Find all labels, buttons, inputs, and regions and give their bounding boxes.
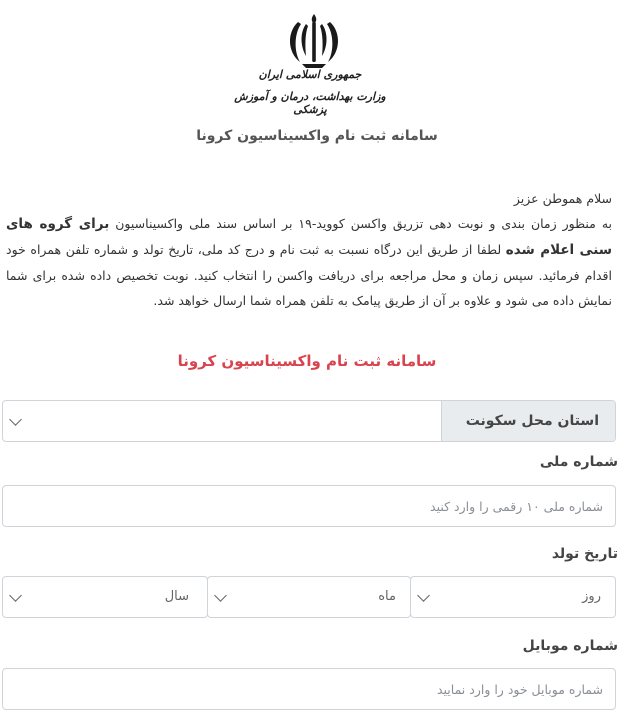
header bbox=[0, 0, 634, 160]
chevron-down-icon bbox=[214, 589, 227, 602]
intro-text-part1: به منظور زمان بندی و نوبت دهی تزریق واکسن کووید-۱۹ بر اساس سند ملی واکسیناسیون bbox=[109, 216, 613, 231]
greeting: سلام هموطن عزیز bbox=[513, 191, 612, 206]
site-title: سامانه ثبت نام واکسیناسیون کرونا bbox=[196, 128, 438, 144]
national-id-label: شماره ملی bbox=[539, 454, 618, 470]
province-select[interactable] bbox=[2, 400, 616, 442]
intro-text-part2: لطفا از طریق این درگاه نسبت به ثبت نام و درج کد ملی، تاریخ تولد و شماره تلفن همراه خود اقدام فرمائید. سپس زمان و محل مراجعه برای دریافت واکسن را انتخاب کنید. نوبت تخصیص داده شده برای شما نمایش داده می شود و علاوه بر آن از طریق پیامک به تلفن همراه شما ارسال خواهد شد. bbox=[6, 242, 612, 308]
logo-line-republic: جمهوری اسلامی ایران bbox=[258, 68, 362, 81]
intro-paragraph bbox=[6, 211, 612, 313]
birth-year-placeholder: سال bbox=[164, 589, 189, 604]
form-heading: سامانه ثبت نام واکسیناسیون کرونا bbox=[177, 352, 437, 370]
logo-line-ministry: وزارت بهداشت، درمان و آموزش پزشکی bbox=[234, 90, 386, 116]
birth-month-select[interactable] bbox=[207, 576, 411, 618]
intro-text bbox=[6, 186, 612, 313]
birth-year-select[interactable] bbox=[2, 576, 208, 618]
birth-month-placeholder: ماه bbox=[378, 589, 396, 604]
birth-date-label: تاریخ تولد bbox=[551, 546, 618, 562]
chevron-down-icon bbox=[9, 589, 22, 602]
chevron-down-icon bbox=[9, 413, 22, 426]
province-addon-label: استان محل سکونت bbox=[441, 401, 615, 441]
intro-bold-groups: برای گروه های سنی اعلام شده bbox=[6, 216, 612, 258]
birth-day-placeholder: روز bbox=[582, 589, 601, 604]
birth-day-select[interactable] bbox=[410, 576, 616, 618]
iran-emblem-icon bbox=[284, 12, 344, 70]
mobile-label: شماره موبایل bbox=[522, 638, 618, 654]
national-id-input[interactable] bbox=[2, 485, 616, 527]
chevron-down-icon bbox=[417, 589, 430, 602]
mobile-input[interactable] bbox=[2, 668, 616, 710]
